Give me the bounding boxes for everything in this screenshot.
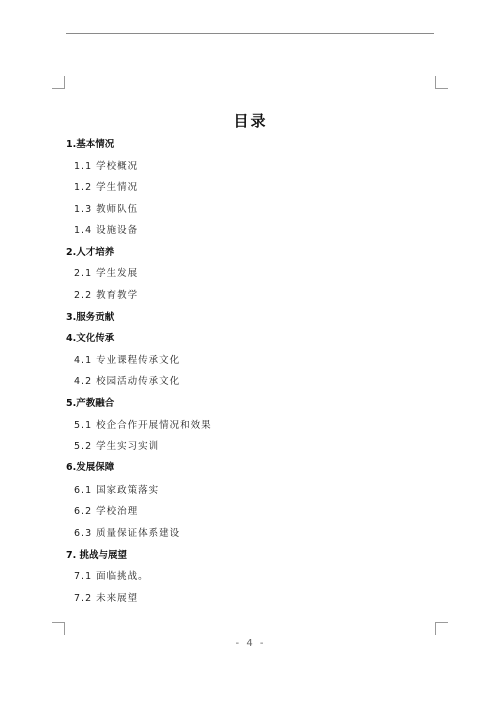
crop-mark-top-left — [52, 76, 65, 89]
crop-mark-top-right — [435, 76, 448, 89]
toc-entry[interactable]: 5.产教融合 — [66, 398, 115, 409]
toc-entry[interactable]: 6.2 学校治理 — [74, 506, 139, 517]
page-number: - 4 - — [235, 638, 266, 649]
toc-title: 目录 — [233, 112, 268, 130]
toc-entry[interactable]: 7.1 面临挑战。 — [74, 571, 149, 582]
toc-entry[interactable]: 4.1 专业课程传承文化 — [74, 355, 181, 366]
toc-entry[interactable]: 1.基本情况 — [66, 139, 115, 150]
toc-entry[interactable]: 4.2 校园活动传承文化 — [74, 376, 181, 387]
toc-entry[interactable]: 3.服务贡献 — [66, 312, 115, 323]
toc-entry[interactable]: 7.2 未来展望 — [74, 593, 139, 604]
toc-entry[interactable]: 6.3 质量保证体系建设 — [74, 528, 181, 539]
toc-entry[interactable]: 1.3 教师队伍 — [74, 204, 139, 215]
toc-entry[interactable]: 2.人才培养 — [66, 247, 115, 258]
toc-entry[interactable]: 2.2 教育教学 — [74, 290, 139, 301]
toc-entry[interactable]: 4.文化传承 — [66, 333, 115, 344]
crop-mark-bottom-left — [52, 622, 65, 635]
toc-entry[interactable]: 2.1 学生发展 — [74, 268, 139, 279]
toc-entry[interactable]: 1.4 设施设备 — [74, 225, 139, 236]
toc-entry[interactable]: 1.1 学校概况 — [74, 161, 139, 172]
toc-entry[interactable]: 5.1 校企合作开展情况和效果 — [74, 420, 212, 431]
toc-entry[interactable]: 6.发展保障 — [66, 462, 115, 473]
toc-entry[interactable]: 1.2 学生情况 — [74, 182, 139, 193]
crop-mark-bottom-right — [435, 622, 448, 635]
toc-entry[interactable]: 6.1 国家政策落实 — [74, 485, 160, 496]
header-rule — [66, 33, 434, 34]
toc-entry[interactable]: 7. 挑战与展望 — [66, 550, 128, 561]
toc-entry[interactable]: 5.2 学生实习实训 — [74, 441, 160, 452]
